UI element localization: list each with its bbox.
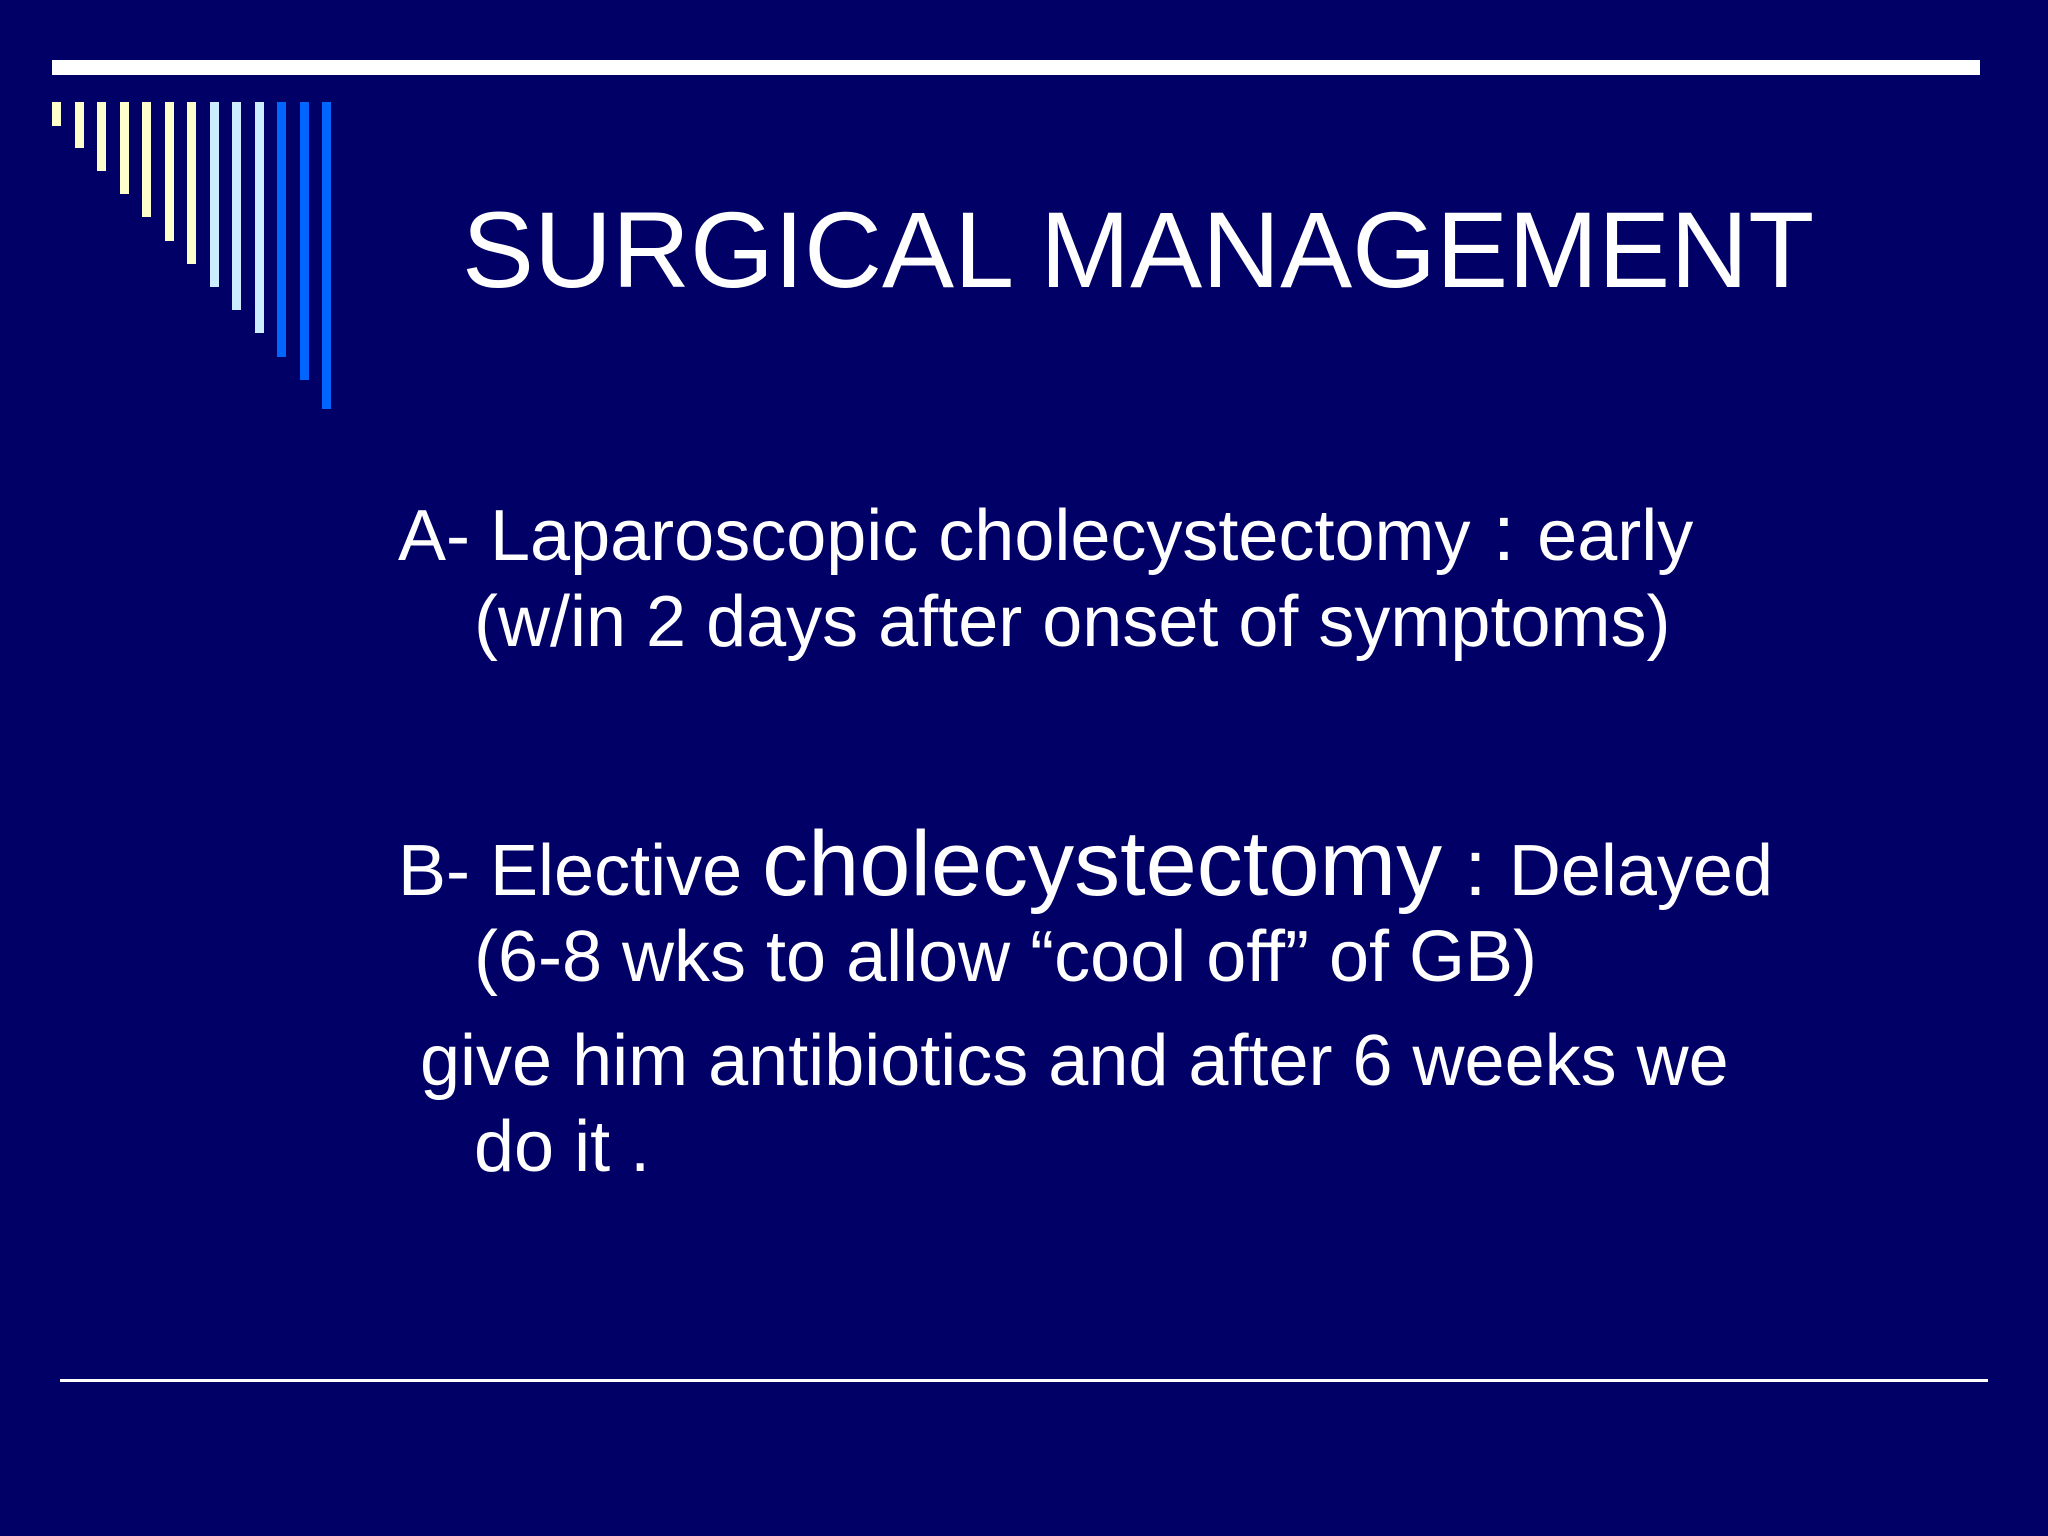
decor-bar [52, 102, 61, 126]
list-item [398, 1018, 1898, 1190]
item-a-separator: : [1470, 488, 1538, 577]
list-item [398, 490, 1898, 665]
decor-bar [120, 102, 129, 194]
item-c-line1: give him antibiotics and after 6 weeks we [420, 1021, 1729, 1101]
top-divider [52, 60, 1980, 75]
decor-bar [255, 102, 264, 333]
list-item [398, 813, 1898, 1000]
item-b-prefix: B- Elective [398, 831, 763, 911]
item-b-continuation: (6-8 wks to allow “cool off” of GB) [474, 917, 1538, 997]
item-c-line2: do it . [474, 1107, 651, 1187]
decor-bar [75, 102, 84, 148]
item-a-prefix: A- Laparoscopic cholecystectomy [398, 496, 1471, 576]
decor-bar [232, 102, 241, 310]
item-a-tail: early [1537, 496, 1694, 576]
decor-bar [165, 102, 174, 241]
slide-body [398, 470, 1898, 1190]
bottom-divider [60, 1379, 1988, 1382]
item-b-tail: Delayed [1508, 831, 1774, 911]
decor-bar [97, 102, 106, 171]
decor-bar [322, 102, 331, 409]
item-b-separator: : [1442, 823, 1509, 912]
decor-bar [142, 102, 151, 217]
decor-bar [187, 102, 196, 264]
item-b-emphasis: cholecystectomy [762, 813, 1443, 915]
decor-bar [300, 102, 309, 380]
decor-bar [277, 102, 286, 357]
slide-title: SURGICAL MANAGEMENT [462, 189, 1815, 310]
item-a-continuation: (w/in 2 days after onset of symptoms) [474, 582, 1671, 662]
decor-bar [210, 102, 219, 287]
